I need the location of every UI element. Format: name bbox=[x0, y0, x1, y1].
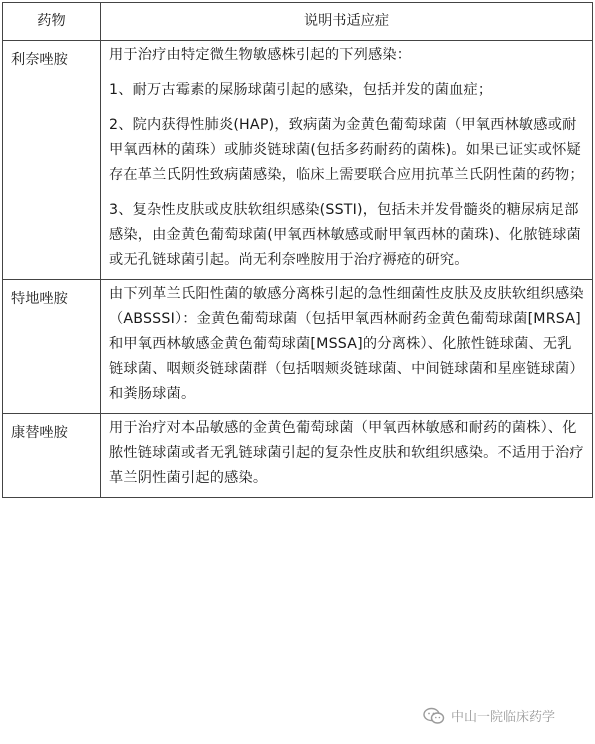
table-row bbox=[3, 41, 593, 280]
indication-paragraph: 由下列革兰氏阳性菌的敏感分离株引起的急性细菌性皮肤及皮肤软组织感染（ABSSSI）：金黄色葡萄球菌（包括甲氧西林耐药金黄色葡萄球菌[MRSA]和甲氧西林敏感金黄色葡萄球菌[MSSA]的分离株）、化脓性链球菌、无乳链球菌、咽颊炎链球菌群（包括咽颊炎链球菌、中间链球菌和星座链球菌）和粪肠球菌。 bbox=[109, 286, 584, 402]
drug-name: 康替唑胺 bbox=[3, 414, 101, 498]
table-header-row bbox=[3, 3, 593, 41]
table-row bbox=[3, 414, 593, 498]
header-indications: 说明书适应症 bbox=[101, 3, 593, 41]
indication-paragraph: 1、耐万古霉素的屎肠球菌引起的感染，包括并发的菌血症； bbox=[109, 82, 493, 98]
drug-name: 利奈唑胺 bbox=[3, 41, 101, 280]
indication-paragraph: 用于治疗由特定微生物敏感株引起的下列感染： bbox=[109, 47, 412, 63]
indication-cell bbox=[101, 280, 593, 414]
indication-paragraph: 用于治疗对本品敏感的金黄色葡萄球菌（甲氧西林敏感和耐药的菌株）、化脓性链球菌或者无乳链球菌引起的复杂性皮肤和软组织感染。不适用于治疗革兰阴性菌引起的感染。 bbox=[109, 420, 584, 486]
indication-cell bbox=[101, 41, 593, 280]
table-row bbox=[3, 280, 593, 414]
indications-table bbox=[2, 2, 593, 498]
indication-cell bbox=[101, 414, 593, 498]
wechat-icon bbox=[423, 707, 445, 725]
watermark-text: 中山一院临床药学 bbox=[450, 710, 555, 725]
indication-paragraph: 2、院内获得性肺炎(HAP)，致病菌为金黄色葡萄球菌（甲氧西林敏感或耐甲氧西林的菌珠）或肺炎链球菌(包括多药耐药的菌株)。如果已证实或怀疑存在革兰氏阴性致病菌感染，临床上需要联合应用抗革兰氏阴性菌的药物； bbox=[109, 117, 584, 183]
drug-name: 特地唑胺 bbox=[3, 280, 101, 414]
watermark bbox=[423, 706, 555, 725]
header-drug: 药物 bbox=[3, 3, 101, 41]
indication-paragraph: 3、复杂性皮肤或皮肤软组织感染(SSTI)，包括未并发骨髓炎的糖尿病足部感染，由金黄色葡萄球菌(甲氧西林敏感或耐甲氧西林的菌珠)、化脓链球菌或无孔链球菌引起。尚无利奈唑胺用于治疗褥疮的研究。 bbox=[109, 202, 581, 268]
